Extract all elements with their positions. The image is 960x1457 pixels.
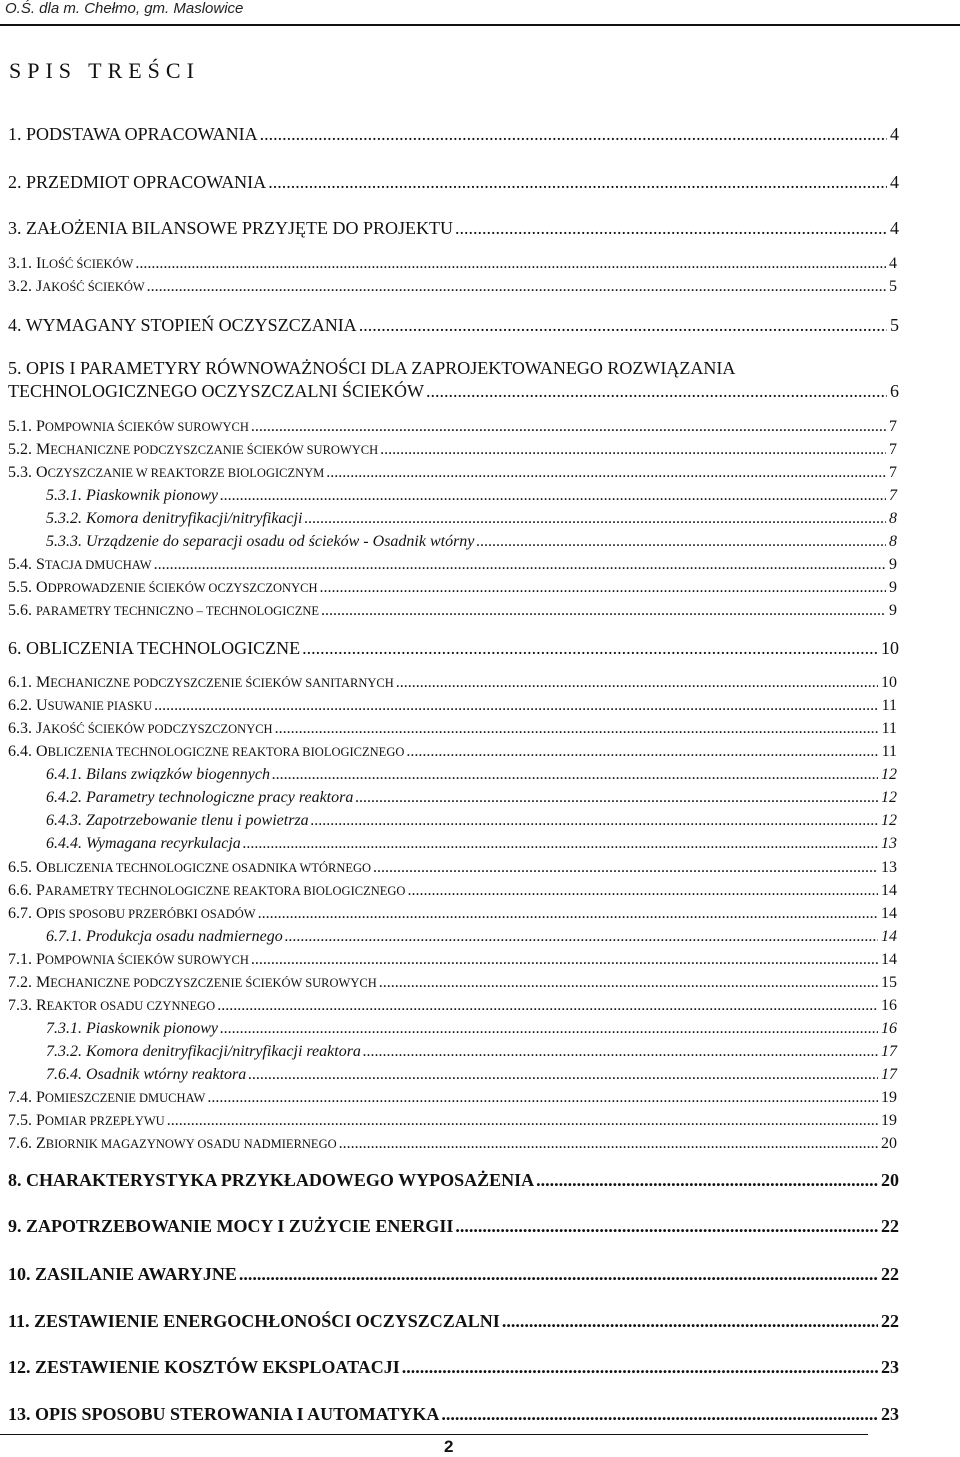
toc-entry-7-3-2[interactable]: 7.3.2. Komora denitryfikacji/nitryfikacji reaktora ..... 17 (46, 1043, 897, 1061)
toc-entry-7-6[interactable]: 7.6. ZBIORNIK MAGAZYNOWY OSADU NADMIERNEGO ..... 20 (8, 1135, 897, 1153)
toc-entry-6-5[interactable]: 6.5. OBLICZENIA TECHNOLOGICZNE OSADNIKA WTÓRNEGO ..... 13 (8, 859, 897, 877)
toc-entry-8[interactable]: 8. CHARAKTERYSTYKA PRZYKŁADOWEGO WYPOSAŻENIA ..... 20 (8, 1170, 899, 1191)
toc-entry-5-3[interactable]: 5.3. OCZYSZCZANIE W REAKTORZE BIOLOGICZNYM ..... 7 (8, 464, 897, 482)
toc-entry-10[interactable]: 10. ZASILANIE AWARYJNE ..... 22 (8, 1264, 899, 1285)
toc-entry-6-4-2[interactable]: 6.4.2. Parametry technologiczne pracy reaktora ..... 12 (46, 789, 897, 807)
toc-entry-3[interactable]: 3. ZAŁOŻENIA BILANSOWE PRZYJĘTE DO PROJEKTU ..... 4 (8, 218, 899, 239)
toc-entry-13[interactable]: 13. OPIS SPOSOBU STEROWANIA I AUTOMATYKA ..... 23 (8, 1404, 899, 1425)
toc-entry-11[interactable]: 11. ZESTAWIENIE ENERGOCHŁONOŚCI OCZYSZCZALNI ..... 22 (8, 1311, 899, 1332)
toc-entry-7-6-4[interactable]: 7.6.4. Osadnik wtórny reaktora ..... 17 (46, 1066, 897, 1084)
toc-entry-6-2[interactable]: 6.2. USUWANIE PIASKU ..... 11 (8, 697, 897, 715)
toc-entry-5[interactable]: TECHNOLOGICZNEGO OCZYSZCZALNI ŚCIEKÓW ..... 6 (8, 381, 899, 402)
toc-entry-6[interactable]: 6. OBLICZENIA TECHNOLOGICZNE ..... 10 (8, 638, 899, 659)
toc-entry-5-6[interactable]: 5.6. PARAMETRY TECHNICZNO – TECHNOLOGICZNE ..... 9 (8, 602, 897, 620)
toc-entry-5-line1[interactable]: 5. OPIS I PARAMETYRY RÓWNOWAŻNOŚCI DLA ZAPROJEKTOWANEGO ROZWIĄZANIA (8, 358, 736, 378)
toc-entry-6-3[interactable]: 6.3. JAKOŚĆ ŚCIEKÓW PODCZYSZCZONYCH ..... 11 (8, 720, 897, 738)
toc-entry-7-3[interactable]: 7.3. REAKTOR OSADU CZYNNEGO ..... 16 (8, 997, 897, 1015)
toc-entry-6-7[interactable]: 6.7. OPIS SPOSOBU PRZERÓBKI OSADÓW ..... 14 (8, 905, 897, 923)
toc-entry-6-4-4[interactable]: 6.4.4. Wymagana recyrkulacja ..... 13 (46, 835, 897, 853)
toc-entry-5-1[interactable]: 5.1. POMPOWNIA ŚCIEKÓW SUROWYCH ..... 7 (8, 418, 897, 436)
toc-entry-6-4[interactable]: 6.4. OBLICZENIA TECHNOLOGICZNE REAKTORA BIOLOGICZNEGO ..... 11 (8, 743, 897, 761)
toc-entry-6-4-3[interactable]: 6.4.3. Zapotrzebowanie tlenu i powietrza ..... 12 (46, 812, 897, 830)
toc-entry-6-7-1[interactable]: 6.7.1. Produkcja osadu nadmiernego ..... 14 (46, 928, 897, 946)
toc-entry-6-6[interactable]: 6.6. PARAMETRY TECHNOLOGICZNE REAKTORA BIOLOGICZNEGO ..... 14 (8, 882, 897, 900)
toc-entry-5-5[interactable]: 5.5. ODPROWADZENIE ŚCIEKÓW OCZYSZCZONYCH ..... 9 (8, 579, 897, 597)
toc-entry-7-2[interactable]: 7.2. MECHANICZNE PODCZYSZCZENIE ŚCIEKÓW SUROWYCH ..... 15 (8, 974, 897, 992)
toc-entry-3-1[interactable]: 3.1. ILOŚĆ ŚCIEKÓW ..... 4 (8, 255, 897, 273)
toc-entry-7-3-1[interactable]: 7.3.1. Piaskownik pionowy ..... 16 (46, 1020, 897, 1038)
toc-entry-6-1[interactable]: 6.1. MECHANICZNE PODCZYSZCZENIE ŚCIEKÓW SANITARNYCH ..... 10 (8, 674, 897, 692)
toc-entry-9[interactable]: 9. ZAPOTRZEBOWANIE MOCY I ZUŻYCIE ENERGII ..... 22 (8, 1216, 899, 1237)
toc-entry-7-5[interactable]: 7.5. POMIAR PRZEPŁYWU ..... 19 (8, 1112, 897, 1130)
toc-entry-7-1[interactable]: 7.1. POMPOWNIA ŚCIEKÓW SUROWYCH ..... 14 (8, 951, 897, 969)
toc-entry-3-2[interactable]: 3.2. JAKOŚĆ ŚCIEKÓW ..... 5 (8, 278, 897, 296)
toc-entry-6-4-1[interactable]: 6.4.1. Bilans związków biogennych ..... 12 (46, 766, 897, 784)
toc-entry-5-4[interactable]: 5.4. STACJA DMUCHAW ..... 9 (8, 556, 897, 574)
toc-entry-5-3-2[interactable]: 5.3.2. Komora denitryfikacji/nitryfikacji ..... 8 (46, 510, 897, 528)
header-rule (0, 24, 960, 26)
toc-entry-7-4[interactable]: 7.4. POMIESZCZENIE DMUCHAW ..... 19 (8, 1089, 897, 1107)
toc-entry-5-3-1[interactable]: 5.3.1. Piaskownik pionowy ..... 7 (46, 487, 897, 505)
toc-entry-4[interactable]: 4. WYMAGANY STOPIEŃ OCZYSZCZANIA ..... 5 (8, 315, 899, 336)
footer-rule (0, 1434, 868, 1435)
toc-entry-2[interactable]: 2. PRZEDMIOT OPRACOWANIA ..... 4 (8, 172, 899, 193)
toc-entry-5-3-3[interactable]: 5.3.3. Urządzenie do separacji osadu od ścieków - Osadnik wtórny ..... 8 (46, 533, 897, 551)
toc-entry-1[interactable]: 1. PODSTAWA OPRACOWANIA ..... 4 (8, 124, 899, 145)
toc-entry-5-2[interactable]: 5.2. MECHANICZNE PODCZYSZCZANIE ŚCIEKÓW SUROWYCH ..... 7 (8, 441, 897, 459)
toc-entry-12[interactable]: 12. ZESTAWIENIE KOSZTÓW EKSPLOATACJI ..... 23 (8, 1357, 899, 1378)
running-header: O.Ś. dla m. Chełmo, gm. Maslowice (5, 0, 244, 17)
toc-title: SPIS TREŚCI (9, 58, 200, 83)
page-number: 2 (444, 1437, 454, 1456)
